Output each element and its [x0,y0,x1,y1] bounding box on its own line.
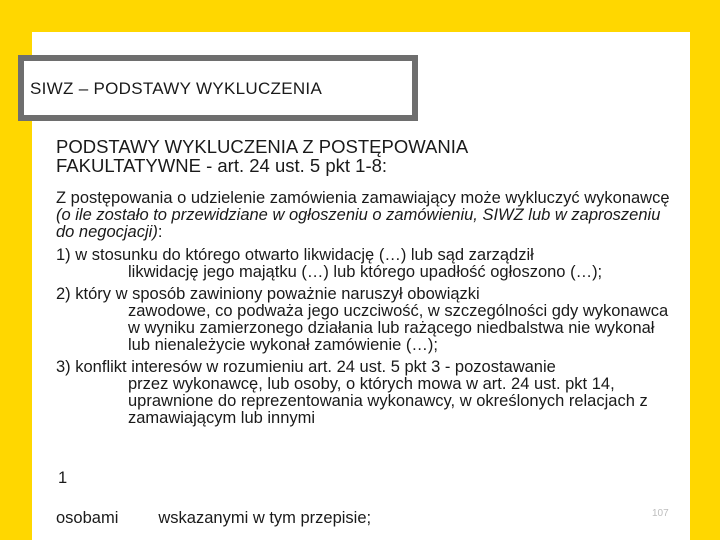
list-item-3-rest: przez wykonawcę, lub osoby, o których mowa w art. 24 ust. pkt 14, uprawnione do reprezentowania wykonawcy, w określonych relacjach z zamawiającym lub innymi [128,375,648,427]
list-item-3-first: 3) konflikt interesów w rozumieniu art. 24 ust. 5 pkt 3 - pozostawanie [56,358,556,376]
intro-paragraph [56,190,674,241]
list-item-2-first: 2) który w sposób zawiniony poważnie naruszył obowiązki [56,285,480,303]
intro-italic: (o ile zostało to przewidziane w ogłoszeniu o zamówieniu, SIWZ lub w zaproszeniu do negocjacji) [56,206,661,241]
list-item-2-rest: zawodowe, co podważa jego uczciwość, w szczególności gdy wykonawca w wyniku zamierzonego działania lub rażącego niedbalstwa nie wykonał lub nienależycie wykonał zamówienie (…); [128,302,669,354]
intro-text: Z postępowania o udzielenie zamówienia zamawiający może wykluczyć wykonawcę [56,189,670,207]
section-heading [56,137,676,175]
body-text [56,190,674,432]
list-item-3 [56,359,674,427]
heading-line-1: PODSTAWY WYKLUCZENIA Z POSTĘPOWANIA [56,136,469,157]
last-word-2: wskazanymi w tym przepisie; [158,509,372,527]
last-line [56,509,371,528]
heading-line-2: FAKULTATYWNE - art. 24 ust. 5 pkt 1-8: [56,155,388,176]
intro-end: : [157,223,163,241]
page-number: 107 [652,508,669,519]
list-item-2 [56,286,674,354]
stray-number: 1 [58,469,68,487]
slide-title: SIWZ – PODSTAWY WYKLUCZENIA [30,79,323,98]
list-item-1 [56,247,674,281]
list-item-1-first: 1) w stosunku do którego otwarto likwidację (…) lub sąd zarządził [56,246,534,264]
list-item-1-rest: likwidację jego majątku (…) lub którego upadłość ogłoszono (…); [128,263,603,281]
last-word-1: osobami [56,509,119,527]
